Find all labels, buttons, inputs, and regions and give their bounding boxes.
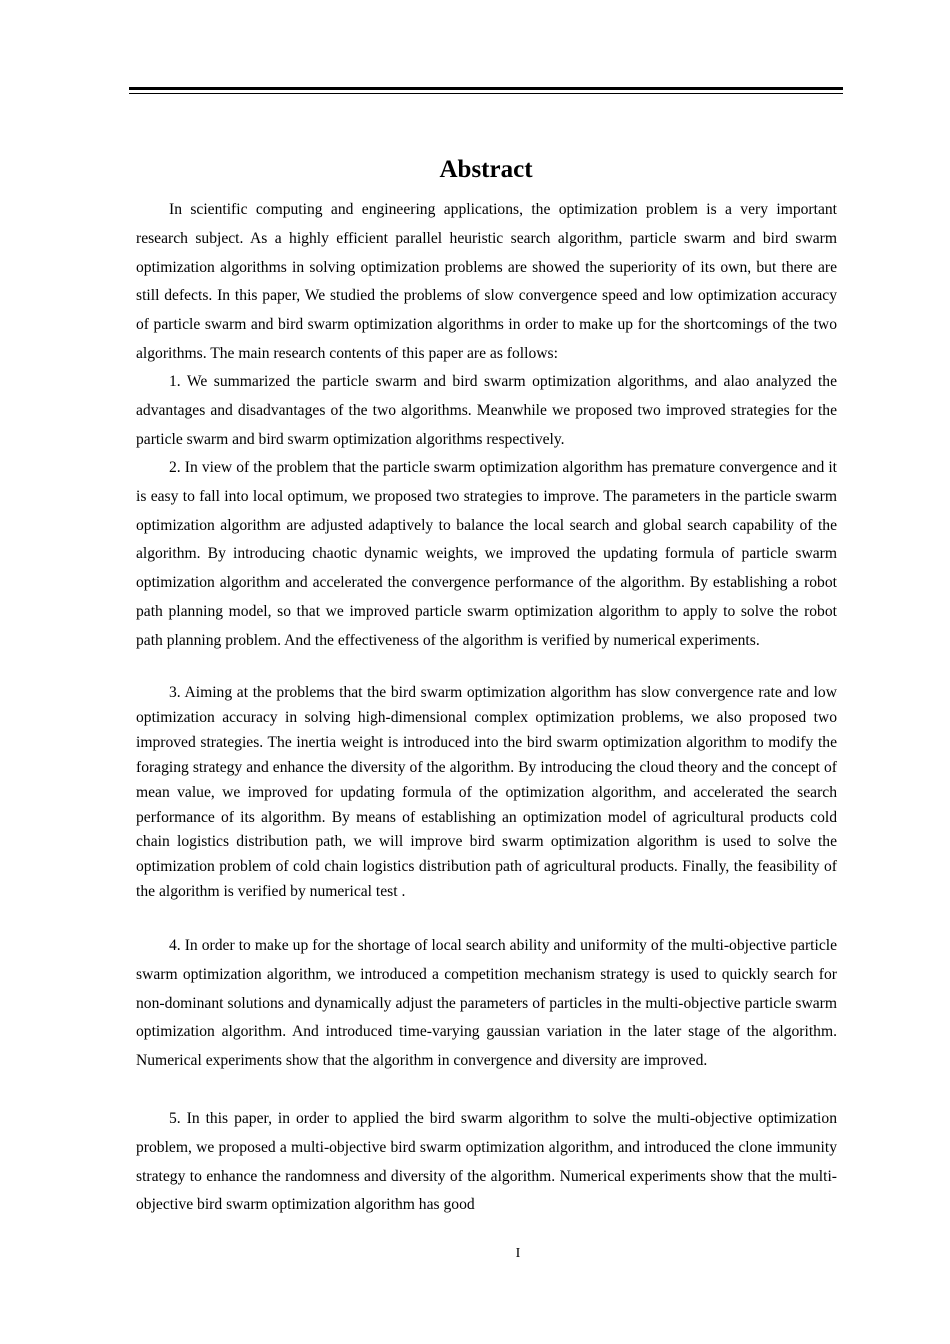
abstract-paragraph-item-3: 3. Aiming at the problems that the bird swarm optimization algorithm has slow convergence rate and low optimization accuracy in solving high-dimensional complex optimization problems, we also proposed two improved strategies. The inertia weight is introduced into the bird swarm optimization algorithm to modify the foraging strategy and enhance the diversity of the algorithm. By introducing the cloud theory and the concept of mean value, we improved for updating formula of the optimization algorithm, and accelerated the search performance of its algorithm. By means of establishing an optimization model of agricultural products cold chain logistics distribution path, we will improve bird swarm optimization algorithm is used to solve the optimization problem of cold chain logistics distribution path of agricultural products. Finally, the feasibility of the algorithm is verified by numerical test .: [136, 684, 837, 901]
page-number: I: [515, 1246, 521, 1261]
header-rule-thick: [129, 87, 843, 90]
header-rule-thin: [129, 93, 843, 94]
abstract-paragraph-item-1: 1. We summarized the particle swarm and bird swarm optimization algorithms, and alao analyzed the advantages and disadvantages of the two algorithms. Meanwhile we proposed two improved strategies for the particle swarm and bird swarm optimization algorithms respectively.: [136, 373, 837, 448]
abstract-paragraph-item-5: 5. In this paper, in order to applied the bird swarm algorithm to solve the multi-objective optimization problem, we proposed a multi-objective bird swarm optimization algorithm, and introduced the clone immunity strategy to enhance the randomness and diversity of the algorithm. Numerical experiments show that the multi-objective bird swarm optimization algorithm has good: [136, 1110, 837, 1214]
abstract-paragraph-item-2: 2. In view of the problem that the particle swarm optimization algorithm has premature convergence and it is easy to fall into local optimum, we proposed two strategies to improve. The parameters in the particle swarm optimization algorithm are adjusted adaptively to balance the local search and global search capability of the algorithm. By introducing chaotic dynamic weights, we improved the updating formula of particle swarm optimization algorithm and accelerated the convergence performance of the algorithm. By establishing a robot path planning model, so that we improved particle swarm optimization algorithm to apply to solve the robot path planning problem. And the effectiveness of the algorithm is verified by numerical experiments.: [136, 459, 837, 649]
abstract-title: Abstract: [439, 156, 533, 183]
abstract-paragraph-item-4: 4. In order to make up for the shortage of local search ability and uniformity of the multi-objective particle swarm optimization algorithm, we introduced a competition mechanism strategy is used to quickly search for non-dominant solutions and dynamically adjust the parameters of particles in the multi-objective particle swarm optimization algorithm. And introduced time-varying gaussian variation in the later stage of the algorithm. Numerical experiments show that the algorithm in convergence and diversity are improved.: [136, 937, 837, 1070]
abstract-paragraph-intro: In scientific computing and engineering applications, the optimization problem is a very important research subject. As a highly efficient parallel heuristic search algorithm, particle swarm and bird swarm optimization algorithms in solving optimization problems are showed the superiority of its own, but there are still defects. In this paper, We studied the problems of slow convergence speed and low optimization accuracy of particle swarm and bird swarm optimization algorithms in order to make up for the shortcomings of the two algorithms. The main research contents of this paper are as follows:: [136, 201, 837, 362]
